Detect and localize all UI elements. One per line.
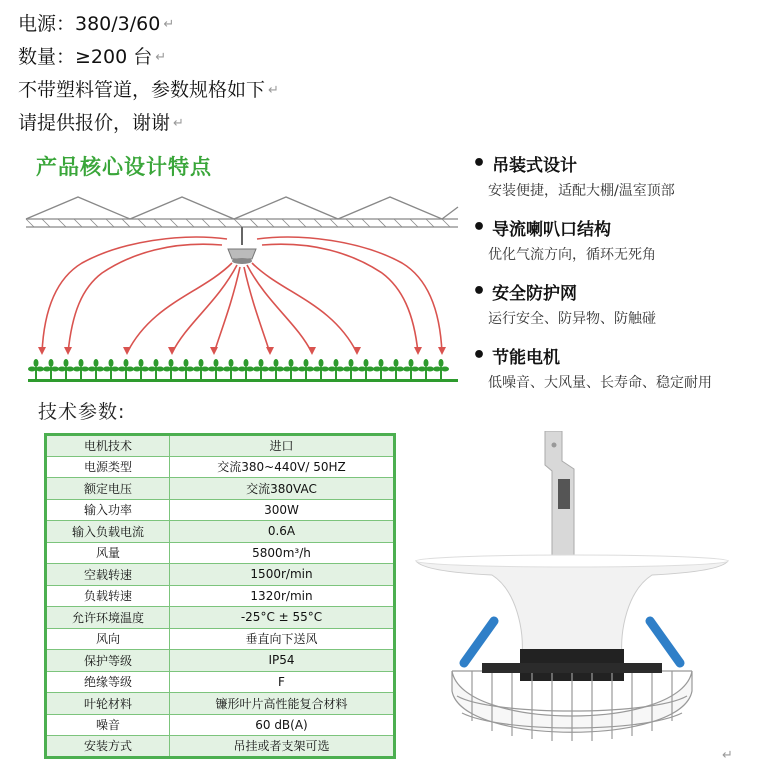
spec-row [46, 607, 395, 629]
spec-key: 绝缘等级 [46, 671, 170, 693]
plant-icon [388, 359, 404, 379]
spec-key: 噪音 [46, 714, 170, 736]
spec-key: 输入功率 [46, 499, 170, 521]
plant-icon [223, 359, 239, 379]
plants [28, 359, 449, 379]
spec-value: F [170, 671, 395, 693]
spec-value: 5800m³/h [170, 542, 395, 564]
spec-row [46, 435, 395, 457]
spec-row [46, 714, 395, 736]
greenhouse-roof [26, 197, 458, 227]
feature-item: • 节能电机 低噪音、大风量、长寿命、稳定耐用 [472, 343, 712, 391]
plant-icon [163, 359, 179, 379]
spec-value: 镰形叶片高性能复合材料 [170, 693, 395, 715]
spec-value: 进口 [170, 435, 395, 457]
spec-value: 60 dB(A) [170, 714, 395, 736]
plant-icon [88, 359, 104, 379]
spec-row [46, 542, 395, 564]
spec-row [46, 478, 395, 500]
fan-product-image [402, 431, 742, 761]
spec-key: 电源类型 [46, 456, 170, 478]
spec-row [46, 671, 395, 693]
plant-icon [343, 359, 359, 379]
spec-key: 允许环境温度 [46, 607, 170, 629]
spec-row [46, 693, 395, 715]
spec-value: 垂直向下送风 [170, 628, 395, 650]
fan-blade-icon [482, 663, 662, 673]
plant-icon [118, 359, 134, 379]
bullet-icon: • [472, 343, 487, 368]
plant-icon [28, 359, 44, 379]
plant-icon [313, 359, 329, 379]
plant-icon [238, 359, 254, 379]
spec-value: 1500r/min [170, 564, 395, 586]
doc-line: 电源：380/3/60 ↵ [18, 8, 279, 41]
plant-icon [433, 359, 449, 379]
return-mark-icon: ↵ [173, 116, 184, 131]
spec-key: 风向 [46, 628, 170, 650]
guard-grille-icon [452, 671, 692, 741]
spec-table [44, 433, 396, 759]
plant-icon [373, 359, 389, 379]
plant-icon [73, 359, 89, 379]
plant-icon [268, 359, 284, 379]
spec-key: 保护等级 [46, 650, 170, 672]
spec-row [46, 521, 395, 543]
spec-key: 电机技术 [46, 435, 170, 457]
feature-list [472, 151, 742, 407]
spec-row [46, 456, 395, 478]
arrow-heads [38, 347, 446, 355]
plant-icon [148, 359, 164, 379]
spec-value: IP54 [170, 650, 395, 672]
spec-key: 空载转速 [46, 564, 170, 586]
spec-value: -25°C ± 55°C [170, 607, 395, 629]
spec-value: 交流380~440V/ 50HZ [170, 456, 395, 478]
plant-icon [298, 359, 314, 379]
spec-row [46, 564, 395, 586]
bullet-icon: • [472, 151, 487, 176]
plant-icon [358, 359, 374, 379]
feature-item: • 导流喇叭口结构 优化气流方向，循环无死角 [472, 215, 656, 263]
spec-key: 安装方式 [46, 736, 170, 758]
return-mark-icon: ↵ [268, 83, 279, 98]
spec-key: 叶轮材料 [46, 693, 170, 715]
spec-value: 交流380VAC [170, 478, 395, 500]
doc-line: 数量：≥200 台 ↵ [18, 41, 279, 74]
plant-icon [283, 359, 299, 379]
return-mark-icon: ↵ [163, 17, 175, 32]
product-figure [22, 145, 746, 765]
doc-line: 不带塑料管道，参数规格如下 ↵ [18, 74, 279, 107]
spec-row [46, 628, 395, 650]
document-text [18, 8, 279, 140]
plant-row [28, 379, 458, 382]
spec-row [46, 499, 395, 521]
spec-value: 1320r/min [170, 585, 395, 607]
spec-value: 0.6A [170, 521, 395, 543]
spec-row [46, 585, 395, 607]
spec-value: 300W [170, 499, 395, 521]
greenhouse-airflow-illustration [22, 183, 462, 393]
bullet-icon: • [472, 215, 487, 240]
spec-key: 风量 [46, 542, 170, 564]
flared-hood-icon [416, 555, 728, 656]
plant-icon [193, 359, 209, 379]
hanging-fan-icon [228, 227, 256, 264]
plant-icon [58, 359, 74, 379]
plant-icon [403, 359, 419, 379]
spec-key: 负载转速 [46, 585, 170, 607]
feature-item: • 吊装式设计 安装便捷，适配大棚/温室顶部 [472, 151, 675, 199]
plant-icon [103, 359, 119, 379]
mount-bracket-icon [545, 431, 574, 571]
plant-icon [253, 359, 269, 379]
return-mark-icon: ↵ [155, 50, 167, 65]
spec-key: 输入负载电流 [46, 521, 170, 543]
spec-value: 吊挂或者支架可选 [170, 736, 395, 758]
feature-item: • 安全防护网 运行安全、防异物、防触碰 [472, 279, 656, 327]
spec-key: 额定电压 [46, 478, 170, 500]
plant-icon [43, 359, 59, 379]
figure-title: 产品核心设计特点 [36, 155, 212, 179]
doc-line: 请提供报价，谢谢 ↵ [18, 107, 279, 140]
return-mark-icon: ↵ [722, 748, 733, 763]
plant-icon [328, 359, 344, 379]
spec-row [46, 736, 395, 758]
plant-icon [133, 359, 149, 379]
plant-icon [418, 359, 434, 379]
tech-params-title: 技术参数: [38, 401, 126, 423]
spec-row [46, 650, 395, 672]
plant-icon [178, 359, 194, 379]
bullet-icon: • [472, 279, 487, 304]
plant-icon [208, 359, 224, 379]
